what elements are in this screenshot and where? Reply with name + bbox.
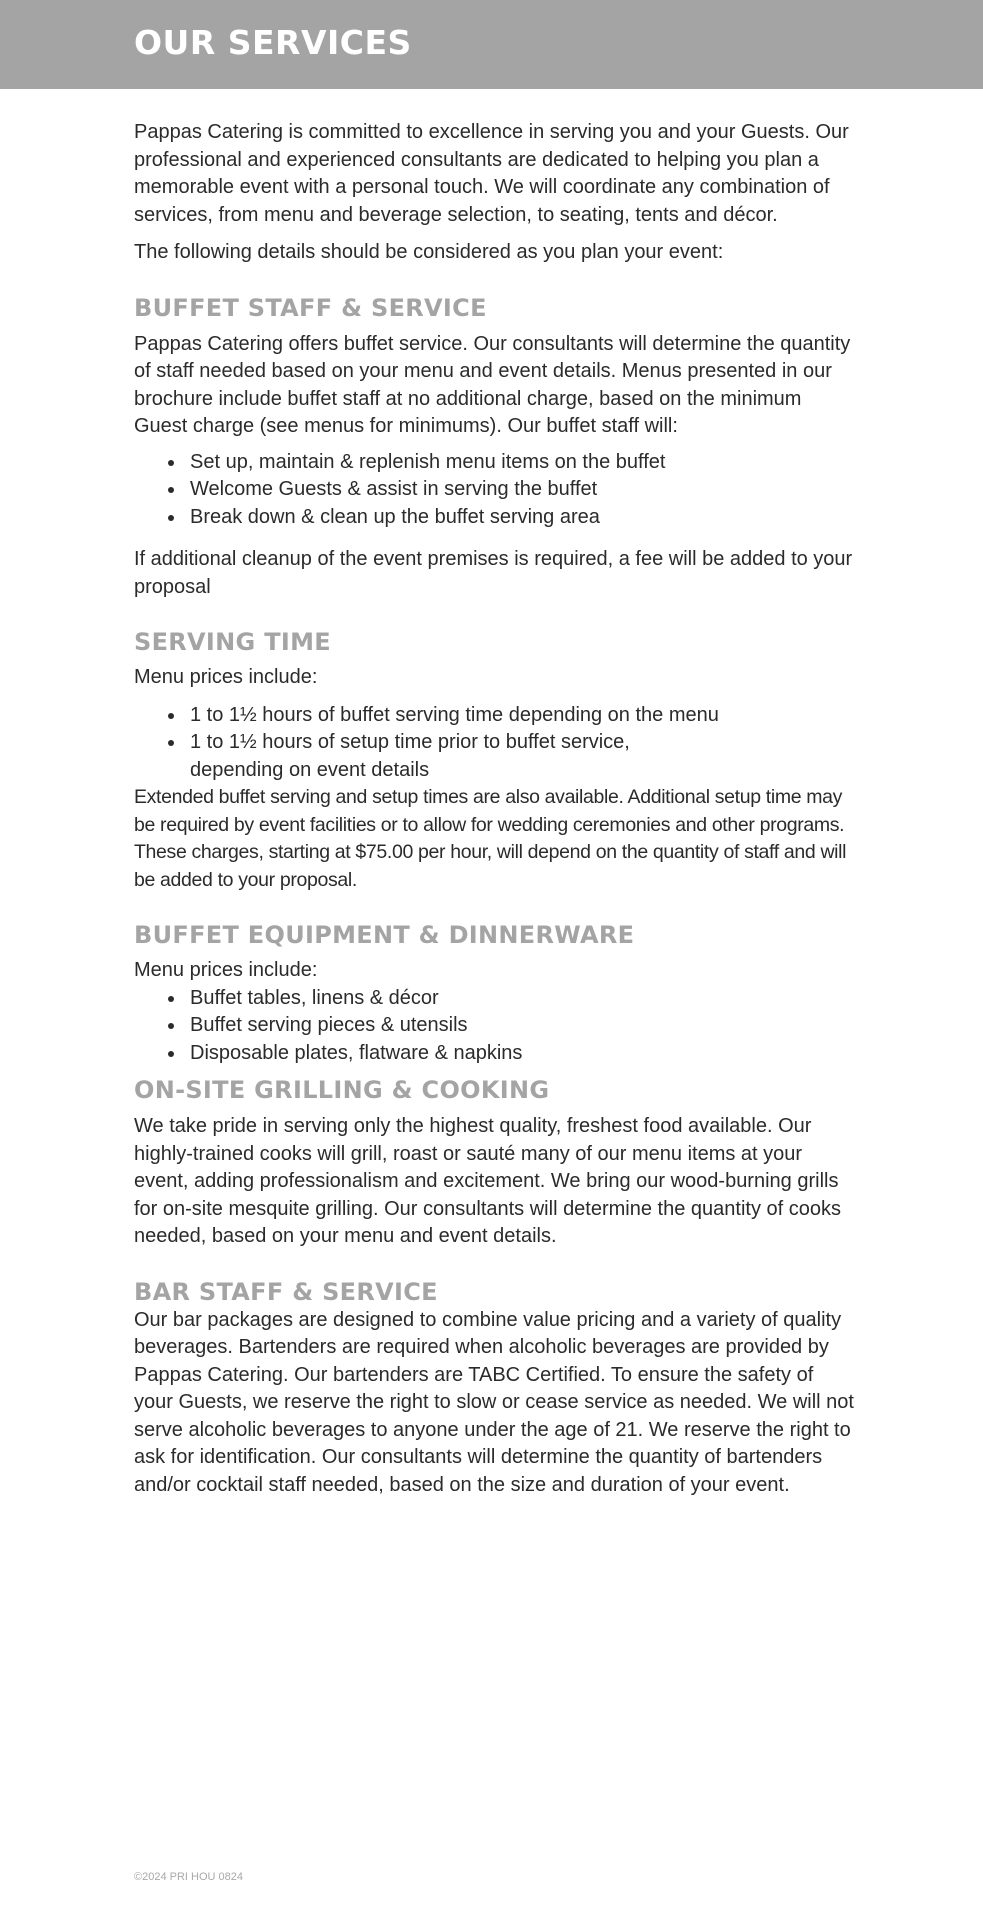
serving-time-paragraph: Extended buffet serving and setup times are also available. Additional setup time may be required by event facilities or to allow for wedding ceremonies and other programs. These charges, starting at $75.00 per hour, will depend on the quantity of staff and will be added to your proposal. (134, 786, 847, 891)
list-item: Set up, maintain & replenish menu items on the buffet (190, 449, 854, 477)
page-title: OUR SERVICES (134, 23, 412, 62)
buffet-staff-list (134, 449, 854, 532)
intro-lead-in: The following details should be considered as you plan your event: (134, 241, 724, 263)
list-item: 1 to 1½ hours of setup time prior to buffet service, depending on event details (190, 729, 670, 784)
list-item: Welcome Guests & assist in serving the buffet (190, 476, 854, 504)
header-band (0, 0, 983, 89)
list-item: Buffet serving pieces & utensils (190, 1012, 854, 1040)
serving-time-heading: SERVING TIME (134, 628, 331, 656)
list-item: 1 to 1½ hours of buffet serving time depending on the menu (190, 702, 854, 730)
equipment-heading: BUFFET EQUIPMENT & DINNERWARE (134, 921, 635, 949)
footer-code: ©2024 PRI HOU 0824 (134, 1871, 243, 1883)
buffet-staff-heading: BUFFET STAFF & SERVICE (134, 293, 487, 322)
grilling-paragraph: We take pride in serving only the highest quality, freshest food available. Our highly-trained cooks will grill, roast or sauté many of our menu items at your event, adding professionalism and excitement. We bring our wood-burning grills for on-site mesquite grilling. Our consultants will determine the quantity of cooks needed, based on your menu and event details. (134, 1115, 842, 1247)
equipment-list (134, 985, 854, 1068)
serving-time-intro: Menu prices include: (134, 666, 318, 688)
buffet-staff-paragraph: Pappas Catering offers buffet service. Our consultants will determine the quantity of staff needed based on your menu and event details. Menus presented in our brochure include buffet staff at no additional charge, based on the minimum Guest charge (see menus for minimums). Our buffet staff will: (134, 332, 851, 437)
list-item: Disposable plates, flatware & napkins (190, 1040, 854, 1068)
grilling-heading: ON-SITE GRILLING & COOKING (134, 1076, 550, 1104)
equipment-intro: Menu prices include: (134, 959, 318, 981)
content (134, 119, 854, 1499)
list-item: Break down & clean up the buffet serving area (190, 504, 854, 532)
intro-paragraph: Pappas Catering is committed to excellence in serving you and your Guests. Our professional and experienced consultants are dedicated to helping you plan a memorable event with a personal touch. We will coordinate any combination of services, from menu and beverage selection, to seating, tents and décor. (134, 121, 849, 226)
bar-heading: BAR STAFF & SERVICE (134, 1277, 438, 1306)
serving-time-list (134, 702, 854, 785)
list-item: Buffet tables, linens & décor (190, 985, 854, 1013)
buffet-staff-note: If additional cleanup of the event premises is required, a fee will be added to your proposal (134, 548, 853, 598)
bar-paragraph: Our bar packages are designed to combine value pricing and a variety of quality beverages. Bartenders are required when alcoholic beverages are provided by Pappas Catering. Our bartenders are TABC Certified. To ensure the safety of your Guests, we reserve the right to slow or cease service as needed. We will not serve alcoholic beverages to anyone under the age of 21. We reserve the right to ask for identification. Our consultants will determine the quantity of bartenders and/or cocktail staff needed, based on the size and duration of your event. (134, 1308, 854, 1496)
